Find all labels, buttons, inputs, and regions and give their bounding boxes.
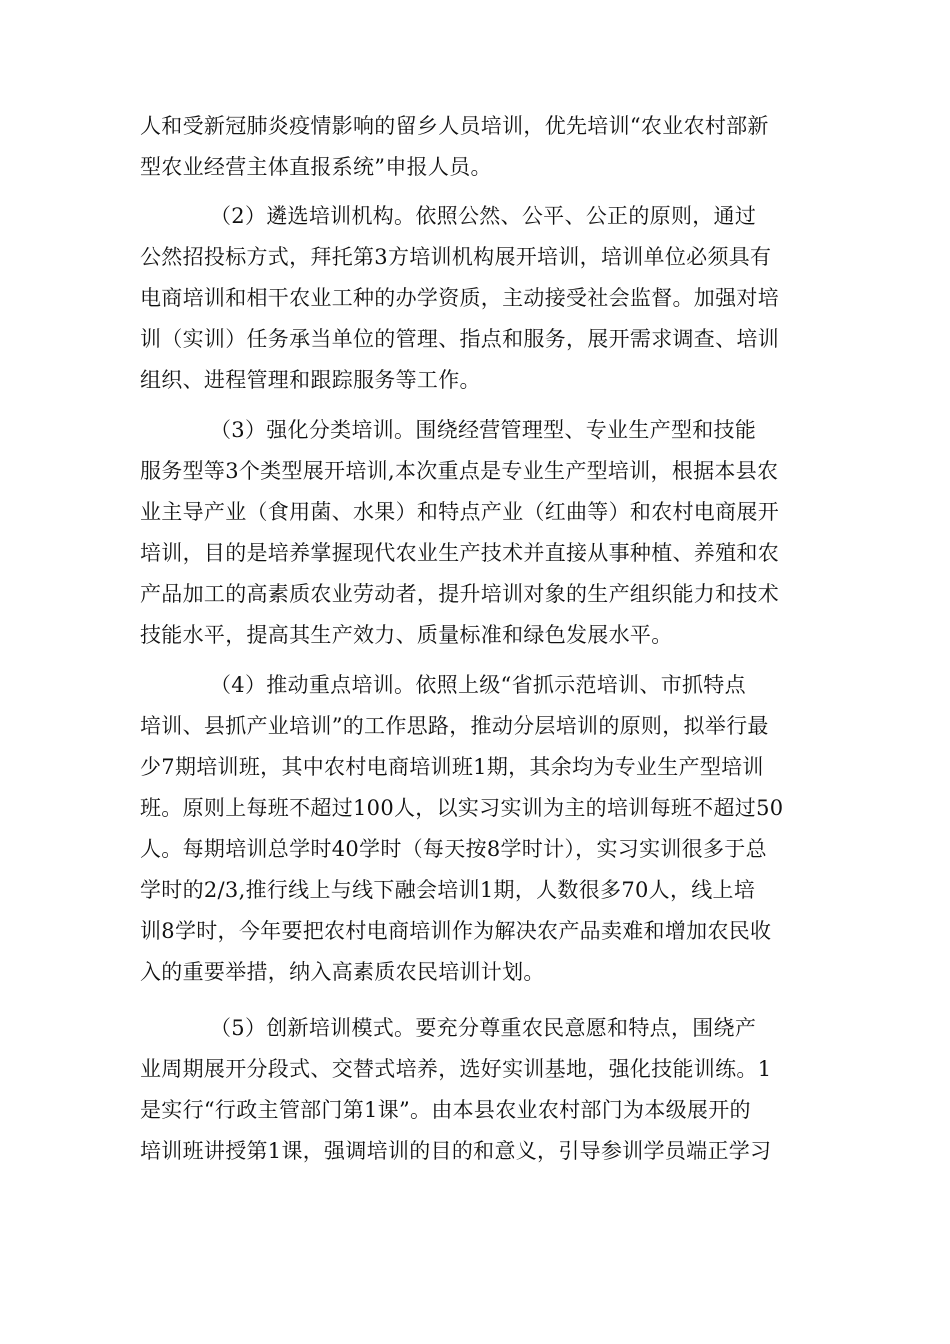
text-line: 组织、进程管理和跟踪服务等工作。 [140,368,481,392]
text-line: 业周期展开分段式、交替式培养，选好实训基地，强化技能训练。1 [140,1057,772,1081]
paragraph-heading-2: （2）遴选培训机构。依照公然、公平、公正的原则，通过 [210,204,757,228]
text-line: 产品加工的高素质农业劳动者，提升培训对象的生产组织能力和技术 [140,582,779,606]
text-line: 学时的2/3,推行线上与线下融会培训1期，人数很多70人，线上培 [140,878,756,902]
text-line: 人。每期培训总学时40学时（每天按8学时计），实习实训很多于总 [140,837,767,861]
paragraph-heading-3: （3）强化分类培训。围绕经营管理型、专业生产型和技能 [210,418,757,442]
text-line: 入的重要举措，纳入高素质农民培训计划。 [140,960,545,984]
text-line: 电商培训和相干农业工种的办学资质，主动接受社会监督。加强对培 [140,286,779,310]
text-line: 培训，目的是培养掌握现代农业生产技术并直接从事种植、养殖和农 [140,541,779,565]
text-line: 技能水平，提高其生产效力、质量标准和绿色发展水平。 [140,623,673,647]
text-line: 少7期培训班，其中农村电商培训班1期，其余均为专业生产型培训 [140,755,764,779]
text-line: 是实行“行政主管部门第1课”。由本县农业农村部门为本级展开的 [140,1098,751,1122]
text-line: 训8学时，今年要把农村电商培训作为解决农产品卖难和增加农民收 [140,919,772,943]
text-line: 型农业经营主体直报系统”申报人员。 [140,155,492,179]
text-line: 公然招投标方式，拜托第3方培训机构展开培训，培训单位必须具有 [140,245,772,269]
paragraph-heading-5: （5）创新培训模式。要充分尊重农民意愿和特点，围绕产 [210,1016,757,1040]
text-line: 培训、县抓产业培训”的工作思路，推动分层培训的原则，拟举行最 [140,714,769,738]
text-line: 服务型等3个类型展开培训,本次重点是专业生产型培训，根据本县农 [140,459,779,483]
text-line: 训（实训）任务承当单位的管理、指点和服务，展开需求调查、培训 [140,327,779,351]
text-line: 培训班讲授第1课，强调培训的目的和意义，引导参训学员端正学习 [140,1139,772,1163]
text-line: 班。原则上每班不超过100人，以实习实训为主的培训每班不超过50 [140,796,784,820]
text-line: 业主导产业（食用菌、水果）和特点产业（红曲等）和农村电商展开 [140,500,779,524]
paragraph-heading-4: （4）推动重点培训。依照上级“省抓示范培训、市抓特点 [210,673,746,697]
text-line: 人和受新冠肺炎疫情影响的留乡人员培训，优先培训“农业农村部新 [140,114,769,138]
